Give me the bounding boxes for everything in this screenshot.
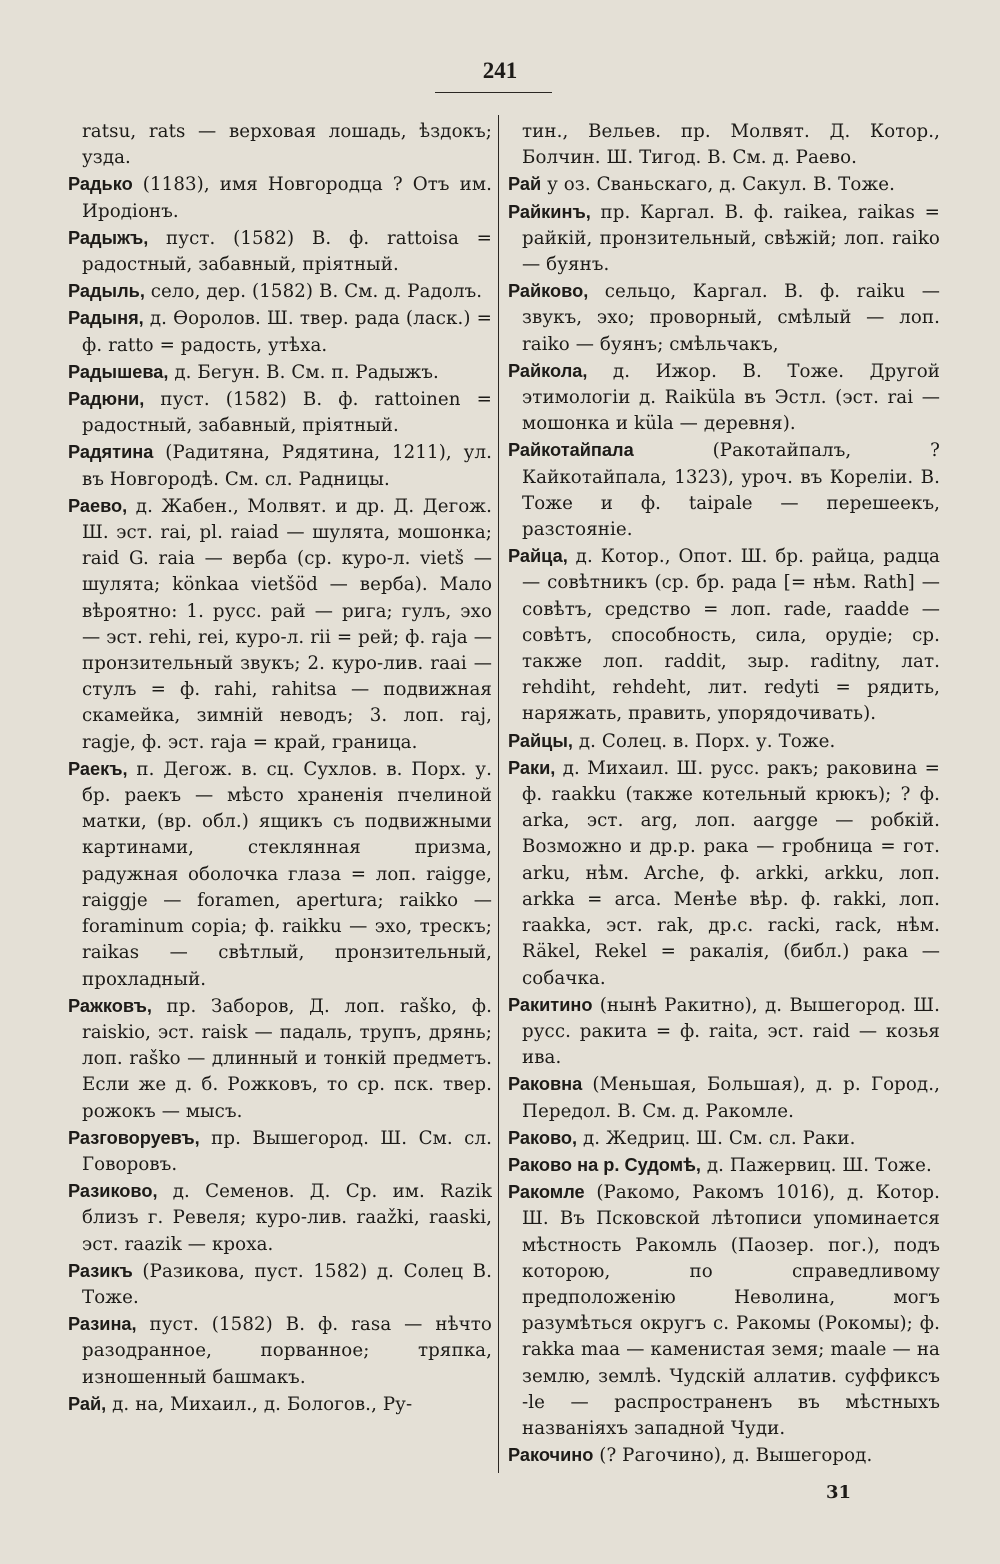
dictionary-entry (68, 278, 492, 305)
entry-headword: Рай, (68, 1393, 107, 1414)
entry-headword: Раки, (508, 757, 556, 778)
entry-text: д. Солец. в. Порх. у. Тоже. (572, 730, 836, 752)
entry-text: (Ракомо, Ракомъ 1016), д. Котор. Ш. Въ Псковской лѣтописи упоминается мѣстность Ракомль (Паозер. пог.), подъ которою, по справедливому предположенію Неволина, могъ разумѣться округъ с. Ракомы (Рокомы); ф. rakka maa — каменистая земя; maale — на землю, землѣ. Чудскій аллатив. суффиксъ -le — распространенъ въ мѣстныхъ названіяхъ западной Чуди. (522, 1182, 940, 1439)
left-column (68, 119, 492, 1418)
entry-text: д. Михаил. Ш. русс. ракъ; раковина = ф. raakku (также котельный крюкъ); ? ф. arka, эст. arg, лоп. aargge — робкій. Возможно и др.р. рака — гробница = гот. arku, нѣм. Arche, ф. arkki, arkku, лоп. arkka = arca. Менѣе вѣр. ф. rakki, лоп. raakka, эст. rak, др.с. racki, rack, нѣм. Räkel, Rekel = ракалія, (библ.) рака — собачка. (522, 757, 940, 989)
entry-text: (Ракотайпалъ, ? Кайкотайпала, 1323), уроч. въ Кореліи. В. Тоже и ф. taipale — перешеекъ, разстояніе. (522, 440, 940, 541)
entry-headword: Райкинъ, (508, 201, 591, 222)
entry-text: (нынѣ Ракитно), д. Вышегород. Ш. русс. ракита = ф. raita, эст. raid — козья ива. (522, 994, 940, 1069)
entry-headword: Разикъ (68, 1260, 133, 1281)
dictionary-entry (68, 1178, 492, 1258)
dictionary-entry (508, 543, 940, 727)
entry-text: пр. Каргал. В. ф. raikea, raikas = райкій, пронзительный, свѣжій; лоп. raiko — буянъ. (522, 201, 940, 276)
dictionary-entry (508, 755, 940, 992)
column-divider (498, 115, 499, 1473)
dictionary-entry (68, 225, 492, 278)
entry-text: д. Котор., Опот. Ш. бр. райца, радца — совѣтникъ (ср. бр. рада [= нѣм. Rath] — совѣтъ, средство = лоп. rade, raadde — совѣтъ, способность, сила, орудіе; ср. также лоп. raddit, зыр. raditny, лат. rehdiht, rehdeht, лит. redyti = рядить, наряжать, править, упорядочивать). (522, 546, 940, 725)
page-number: 241 (482, 58, 518, 83)
entry-headword: Рай (508, 174, 542, 195)
entry-headword: Ражковъ, (68, 995, 152, 1016)
dictionary-entry (68, 119, 492, 171)
entry-headword: Райкола, (508, 360, 588, 381)
dictionary-entry (68, 1258, 492, 1311)
sheet-number: 31 (826, 1482, 852, 1503)
dictionary-entry (68, 1391, 492, 1418)
dictionary-entry (508, 119, 940, 171)
entry-headword: Радько (68, 174, 133, 195)
entry-text: у оз. Сваньскаго, д. Сакул. В. Тоже. (541, 174, 896, 196)
dictionary-entry (68, 1125, 492, 1178)
dictionary-entry (508, 199, 940, 279)
entry-headword: Радыня, (68, 308, 144, 329)
entry-headword: Радыжъ, (68, 227, 149, 248)
entry-text: пуст. (1582) В. ф. rattoinen = радостный, забавный, пріятный. (82, 389, 492, 437)
entry-headword: Разговоруевъ, (68, 1127, 200, 1148)
entry-headword: Ракочино (508, 1445, 594, 1466)
entry-text: пр. Заборов, Д. лоп. raško, ф. raiskio, эст. raisk — падаль, трупъ, дрянь; лоп. raško — длинный и тонкій предметъ. Если же д. б. Рожковъ, то ср. пск. твер. рожокъ — мысъ. (82, 995, 492, 1122)
dictionary-entry (508, 1179, 940, 1442)
dictionary-entry (508, 1125, 940, 1152)
entry-headword: Раковна (508, 1074, 583, 1095)
dictionary-entry (508, 278, 940, 358)
dictionary-entry (508, 728, 940, 755)
entry-text: пуст. (1582) В. ф. rattoisa = радостный, забавный, пріятный. (82, 227, 492, 276)
entry-headword: Райцы, (508, 730, 573, 751)
dictionary-entry (68, 386, 492, 439)
entry-text: д. Пажервиц. Ш. Тоже. (700, 1154, 932, 1176)
entry-text: д. Ѳоролов. Ш. твер. рада (ласк.) = ф. ratto = радость, утѣха. (82, 308, 492, 356)
dictionary-entry (68, 359, 492, 386)
entry-text: д. Ижор. В. Тоже. Другой этимологіи д. Raiküla въ Эстл. (эст. rai — мошонка и küla — деревня). (522, 360, 940, 435)
entry-headword: Раево, (68, 495, 128, 516)
entry-text: д. на, Михаил., д. Бологов., Ру- (106, 1393, 413, 1415)
entry-text: пр. Вышегород. Ш. См. сл. Говоровъ. (82, 1127, 492, 1175)
entry-text: (Меньшая, Большая), д. р. Город., Передол. В. См. д. Ракомле. (522, 1074, 940, 1122)
entry-text: тин., Вельев. пр. Молвят. Д. Котор., Болчин. Ш. Тигод. В. См. д. Раево. (522, 121, 940, 169)
dictionary-entry (68, 305, 492, 358)
entry-text: д. Жабен., Молвят. и др. Д. Дегож. Ш. эст. rai, pl. raiad — шулята, мошонка; raid G. raia — верба (ср. куро-л. vietš — шулята; könkaa vietšöd — верба). Мало вѣроятно: 1. русс. рай — рига; гулъ, эхо — эст. rehi, rei, куро-л. rii = рей; ф. raja — пронзительный звукъ; 2. куро-лив. raai — стулъ = ф. rahi, rahitsa — подвижная скамейка, зимній неводъ; 3. лоп. raj, ragje, ф. эст. raja = край, граница. (82, 495, 492, 753)
entry-headword: Ракомле (508, 1182, 585, 1203)
entry-text: (? Рагочино), д. Вышегород. (593, 1445, 873, 1467)
entry-headword: Райково, (508, 281, 589, 302)
entry-headword: Ракитино (508, 994, 593, 1015)
entry-text: сельцо, Каргал. В. ф. raiku — звукъ, эхо; проворный, смѣлый — лоп. raiko — буянъ; смѣльчакъ, (522, 281, 940, 355)
entry-text: пуст. (1582) В. ф. rasa — нѣчто разодранное, порванное; тряпка, изношенный башмакъ. (82, 1314, 492, 1388)
dictionary-entry (68, 1311, 492, 1391)
entry-text: д. Жедриц. Ш. См. сл. Раки. (577, 1127, 856, 1149)
entry-text: п. Дегож. в. сц. Сухлов. в. Порх. у. бр. раекъ — мѣсто храненія пчелиной матки, (вр. обл.) ящикъ съ подвижными картинами, стеклянная призма, радужная оболочка глаза = лоп. raigge, raiggje — foramen, apertura; raikko — foraminum copia; ф. raikku — эхо, трескъ; raikas — свѣтлый, пронзительный, прохладный. (82, 758, 492, 990)
entry-text: д. Бегун. В. См. п. Радыжъ. (168, 361, 439, 383)
dictionary-entry (508, 1152, 940, 1179)
entry-headword: Раково на р. Судомѣ, (508, 1154, 701, 1175)
right-column (508, 119, 940, 1469)
dictionary-entry (508, 437, 940, 543)
dictionary-entry (68, 756, 492, 993)
entry-text: (Разикова, пуст. 1582) д. Солец В. Тоже. (82, 1260, 492, 1308)
entry-text: (1183), имя Новгородца ? Отъ им. Иродіонъ. (82, 174, 492, 222)
entry-text: д. Семенов. Д. Ср. им. Razik близъ г. Ревеля; куро-лив. raažki, raaski, эст. raazik — кроха. (82, 1181, 492, 1255)
dictionary-entry (68, 439, 492, 492)
dictionary-entry (508, 1071, 940, 1124)
entry-headword: Радюни, (68, 389, 145, 410)
entry-headword: Разина, (68, 1314, 137, 1335)
dictionary-entry (68, 493, 492, 756)
dictionary-entry (68, 993, 492, 1125)
entry-text: (Радитяна, Рядятина, 1211), ул. въ Новгородѣ. См. сл. Радницы. (82, 442, 492, 490)
dictionary-entry (508, 992, 940, 1072)
entry-headword: Райца, (508, 546, 568, 567)
dictionary-entry (68, 171, 492, 224)
entry-headword: Райкотайпала (508, 440, 634, 461)
dictionary-entry (508, 1442, 940, 1469)
entry-headword: Раекъ, (68, 758, 128, 779)
entry-text: село, дер. (1582) В. См. д. Радолъ. (144, 281, 483, 303)
entry-headword: Радыль, (68, 281, 145, 302)
entry-headword: Разиково, (68, 1181, 158, 1202)
entry-headword: Радятина (68, 442, 154, 463)
entry-headword: Радышева, (68, 361, 169, 382)
dictionary-entry (508, 358, 940, 438)
dictionary-entry (508, 171, 940, 198)
header-rule (435, 92, 552, 93)
entry-text: ratsu, rats — верховая лошадь, ѣздокъ; узда. (82, 121, 492, 169)
entry-headword: Раково, (508, 1127, 578, 1148)
